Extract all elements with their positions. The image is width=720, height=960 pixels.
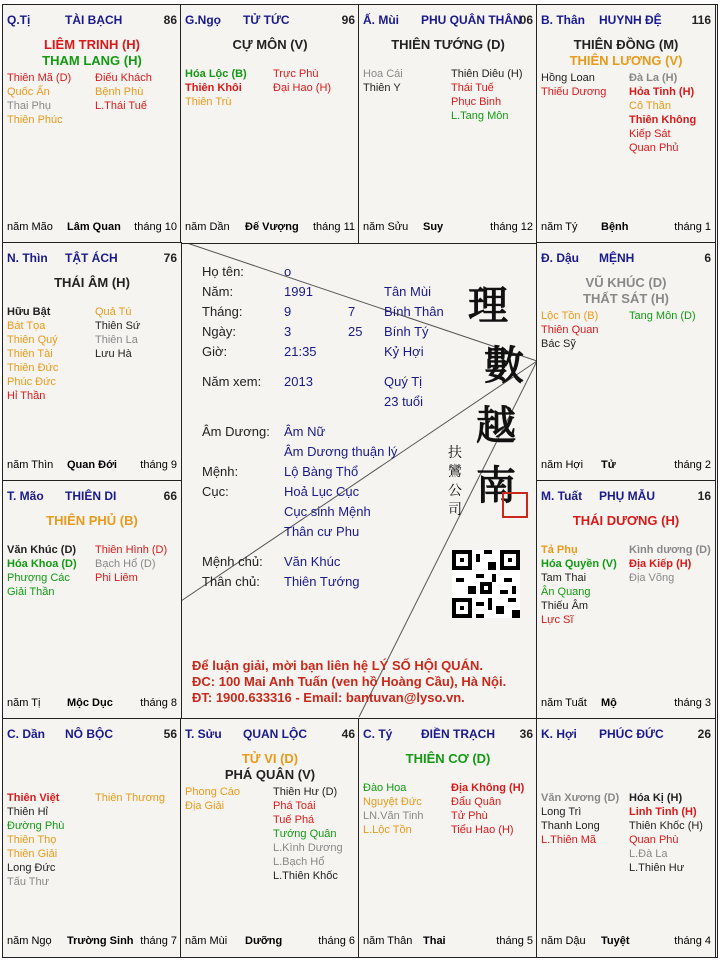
- star-item: Hóa Quyền (V): [541, 558, 617, 570]
- footer-month: tháng 5: [496, 935, 533, 947]
- palace-ti[interactable]: [2, 4, 182, 244]
- footer-year: năm Ngọ: [7, 935, 52, 947]
- star-item: Điếu Khách: [95, 72, 152, 84]
- star-item: Đà La (H): [629, 72, 678, 84]
- palace-age: 6: [704, 251, 711, 265]
- footer-month: tháng 4: [674, 935, 711, 947]
- star-list-left: [185, 67, 247, 109]
- star-item: Quan Phù: [629, 834, 679, 846]
- nam-value: 1991: [284, 284, 313, 299]
- thang-value: 9: [284, 304, 292, 319]
- palace-age: 06: [519, 13, 533, 27]
- palace-age: 56: [163, 727, 177, 741]
- calligraphy-char-4: 南: [476, 462, 516, 509]
- footer-year: năm Dần: [185, 221, 230, 233]
- star-list-left: [7, 543, 77, 599]
- star-item: Quốc Ấn: [7, 86, 50, 98]
- star-item: Trực Phù: [273, 68, 319, 80]
- cuc-sinh-menh: Cục sinh Mệnh: [284, 504, 371, 519]
- footer-year: năm Thìn: [7, 459, 54, 471]
- palace-age: 46: [341, 727, 355, 741]
- star-item: Phi Liêm: [95, 572, 138, 584]
- star-item: L.Thái Tuế: [95, 100, 147, 112]
- star-list-right: [629, 543, 711, 585]
- nam-xem-value: 2013: [284, 374, 313, 389]
- star-list-right: [95, 71, 152, 113]
- calligraphy-char-2: 數: [484, 342, 524, 389]
- ho-ten-value: o: [284, 264, 292, 279]
- star-item: Lực Sĩ: [541, 614, 574, 626]
- star-item: Bệnh Phù: [95, 86, 144, 98]
- than-chu-value: Thiên Tướng: [284, 574, 360, 589]
- star-item: L.Lộc Tồn: [363, 824, 412, 836]
- palace-age: 96: [341, 13, 355, 27]
- star-item: Tả Phụ: [541, 544, 578, 556]
- star-list-left: [7, 305, 58, 403]
- footer-year: năm Tị: [7, 697, 41, 709]
- calligraphy-char-3: 越: [476, 402, 516, 449]
- star-list-left: [541, 543, 617, 627]
- footer-stage: Đế Vượng: [245, 221, 299, 233]
- palace-tuat[interactable]: [536, 480, 716, 720]
- ngay-value: 3: [284, 324, 292, 339]
- palace-hoi[interactable]: [536, 718, 716, 958]
- palace-than[interactable]: [536, 4, 716, 244]
- palace-age: 86: [163, 13, 177, 27]
- footer-stage: Trường Sinh: [67, 935, 134, 947]
- nam-xem-can-chi: Quý Tị: [384, 374, 423, 389]
- star-item: Long Trì: [541, 806, 582, 818]
- tuoi-value: 23 tuổi: [384, 394, 424, 409]
- footer-stage: Bệnh: [601, 221, 629, 233]
- footer-month: tháng 3: [674, 697, 711, 709]
- star-item: Thiên Sứ: [95, 320, 141, 332]
- star-item: Đào Hoa: [363, 782, 407, 794]
- qr-code: [452, 550, 520, 618]
- ngay-label: Ngày:: [202, 324, 236, 339]
- palace-footer: [185, 935, 355, 949]
- ngay-am: 25: [348, 324, 363, 339]
- palace-name: QUAN LỘC: [243, 727, 307, 741]
- star-item: Thiên Không: [629, 114, 697, 126]
- palace-thin[interactable]: [2, 242, 182, 482]
- footer-month: tháng 7: [140, 935, 177, 947]
- palace-footer: [541, 697, 711, 711]
- star-item: Thiên Khôi: [185, 82, 242, 94]
- palace-header: [541, 251, 711, 267]
- footer-year: năm Hợi: [541, 459, 584, 471]
- main-star: LIÊM TRINH (H): [43, 37, 141, 52]
- star-item: Phong Cáo: [185, 786, 241, 798]
- palace-branch: T. Mão: [7, 489, 44, 503]
- star-item: Hóa Lộc (B): [185, 68, 247, 80]
- palace-name: ĐIỀN TRẠCH: [421, 727, 495, 741]
- star-item: Quan Phủ: [629, 142, 679, 154]
- star-list-right: [95, 305, 140, 361]
- footer-year: năm Tý: [541, 221, 578, 233]
- star-item: Tướng Quân: [273, 828, 337, 840]
- palace-mui[interactable]: [358, 4, 538, 244]
- footer-month: tháng 6: [318, 935, 355, 947]
- main-star: THIÊN PHỦ (B): [46, 513, 138, 528]
- footer-year: năm Thân: [363, 935, 413, 947]
- palace-name: TÀI BẠCH: [65, 13, 123, 27]
- footer-stage: Mộ: [601, 697, 617, 709]
- footer-stage: Quan Đới: [67, 459, 117, 471]
- palace-header: [7, 727, 177, 743]
- star-item: Cô Thần: [629, 100, 671, 112]
- palace-header: [7, 251, 177, 267]
- star-item: L.Thiên Hư: [629, 862, 685, 874]
- star-item: Tử Phù: [451, 810, 488, 822]
- than-cu: Thân cư Phu: [284, 524, 360, 539]
- star-item: Kiếp Sát: [629, 128, 671, 140]
- footer-year: năm Dậu: [541, 935, 586, 947]
- star-list-left: [185, 785, 240, 813]
- palace-branch: B. Thân: [541, 13, 585, 27]
- star-item: Hóa Kị (H): [629, 792, 683, 804]
- palace-name: HUYNH ĐỆ: [599, 13, 662, 27]
- footer-month: tháng 12: [490, 221, 533, 233]
- palace-branch: C. Dần: [7, 727, 46, 741]
- main-star: THIÊN ĐỒNG (M): [573, 37, 679, 52]
- star-item: Thai Phụ: [7, 100, 52, 112]
- menh-label: Mệnh:: [202, 464, 239, 479]
- star-item: Thiên Mã (D): [7, 72, 72, 84]
- star-item: Thiên Hư (D): [273, 786, 338, 798]
- star-item: Ân Quang: [541, 586, 591, 598]
- star-list-right: [629, 71, 696, 155]
- palace-footer: [7, 697, 177, 711]
- star-item: L.Tang Môn: [451, 110, 509, 122]
- star-item: Thiên Quý: [7, 334, 58, 346]
- star-list-right: [273, 785, 343, 883]
- cuc-label: Cục:: [202, 484, 229, 499]
- am-duong-label: Âm Dương:: [202, 424, 270, 439]
- star-list-right: [451, 67, 523, 123]
- menh-chu-value: Văn Khúc: [284, 554, 341, 569]
- star-list-left: [363, 781, 424, 837]
- gio-value: 21:35: [284, 344, 317, 359]
- palace-ngo[interactable]: [180, 4, 360, 244]
- footer-stage: Lâm Quan: [67, 221, 121, 233]
- palace-name: MỆNH: [599, 251, 635, 265]
- star-list-left: [541, 791, 619, 847]
- ho-ten-label: Họ tên:: [202, 264, 244, 279]
- than-chu-label: Thân chủ:: [202, 574, 260, 589]
- palace-header: [541, 13, 711, 29]
- palace-suu[interactable]: [180, 718, 360, 958]
- star-item: Thiên Trù: [185, 96, 232, 108]
- thang-label: Tháng:: [202, 304, 243, 319]
- red-seal-stamp: [502, 492, 528, 518]
- palace-name: PHÚC ĐỨC: [599, 727, 664, 741]
- contact-line-3: ĐT: 1900.633316 - Email: bantuvan@lyso.vn.: [192, 690, 465, 705]
- thang-can-chi: Bính Thân: [384, 304, 444, 319]
- star-list-left: [7, 71, 71, 127]
- cuc-value: Hoả Lục Cục: [284, 484, 360, 499]
- star-item: Thiên Hỉ: [7, 806, 48, 818]
- star-item: Lộc Tồn (B): [541, 310, 599, 322]
- main-star: THIÊN LƯƠNG (V): [569, 53, 683, 68]
- gio-can-chi: Kỷ Hợi: [384, 344, 424, 359]
- palace-age: 116: [691, 13, 711, 27]
- star-item: Bạch Hổ (D): [95, 558, 156, 570]
- palace-name: TỬ TỨC: [243, 13, 290, 27]
- star-item: Thiên Thọ: [7, 834, 57, 846]
- main-star: TỬ VI (D): [241, 751, 299, 766]
- footer-stage: Thai: [423, 935, 446, 947]
- palace-ty[interactable]: [358, 718, 538, 958]
- star-list-right: [629, 309, 696, 323]
- main-star: VŨ KHÚC (D): [585, 275, 667, 290]
- star-item: Đại Hao (H): [273, 82, 332, 94]
- palace-age: 16: [697, 489, 711, 503]
- palace-age: 76: [163, 251, 177, 265]
- footer-stage: Mộc Dục: [67, 697, 113, 709]
- footer-month: tháng 10: [134, 221, 177, 233]
- star-item: Phúc Đức: [7, 376, 56, 388]
- main-star: THÁI ÂM (H): [54, 275, 130, 290]
- star-item: LN.Văn Tinh: [363, 810, 424, 822]
- nam-label: Năm:: [202, 284, 234, 299]
- am-duong-ly: Âm Dương thuận lý: [284, 444, 398, 459]
- palace-branch: G.Ngọ: [185, 13, 221, 27]
- palace-branch: C. Tý: [363, 727, 393, 741]
- palace-header: [7, 13, 177, 29]
- palace-branch: Đ. Dậu: [541, 251, 580, 265]
- star-item: Kình dương (D): [629, 544, 711, 556]
- star-item: Hữu Bật: [7, 306, 51, 318]
- star-item: L.Thiên Khốc: [273, 870, 338, 882]
- ngay-can-chi: Bính Tý: [384, 324, 429, 339]
- star-item: Lưu Hà: [95, 348, 132, 360]
- star-item: Linh Tinh (H): [629, 806, 697, 818]
- menh-value: Lộ Bàng Thổ: [284, 464, 359, 479]
- palace-header: [541, 489, 711, 505]
- footer-stage: Suy: [423, 221, 444, 233]
- star-item: Thiên Giải: [7, 848, 58, 860]
- am-duong-value: Âm Nữ: [284, 424, 326, 439]
- footer-year: năm Mão: [7, 221, 53, 233]
- star-item: Tiểu Hao (H): [451, 824, 514, 836]
- star-item: L.Bạch Hổ: [273, 856, 325, 868]
- star-item: Phục Binh: [451, 96, 502, 108]
- star-list-right: [629, 791, 703, 875]
- star-item: Tang Môn (D): [629, 310, 696, 322]
- palace-age: 36: [519, 727, 533, 741]
- small-calligraphy: 扶鸞公司: [448, 445, 462, 518]
- palace-branch: K. Hợi: [541, 727, 577, 741]
- star-item: Hóa Khoa (D): [7, 558, 77, 570]
- star-list-right: [95, 543, 167, 585]
- star-item: Thiên Đức: [7, 362, 59, 374]
- star-item: Tuế Phá: [273, 814, 315, 826]
- footer-month: tháng 9: [140, 459, 177, 471]
- star-item: Đẩu Quân: [451, 796, 502, 808]
- contact-line-2: ĐC: 100 Mai Anh Tuấn (ven hồ Hoàng Cầu), Hà Nội.: [192, 674, 507, 689]
- star-item: Hỉ Thần: [7, 390, 46, 402]
- star-item: Thiên Hình (D): [95, 544, 168, 556]
- palace-dan[interactable]: [2, 718, 182, 958]
- star-item: Long Đức: [7, 862, 56, 874]
- palace-branch: T. Sửu: [185, 727, 222, 741]
- palace-branch: N. Thìn: [7, 251, 48, 265]
- star-item: Văn Khúc (D): [7, 544, 77, 556]
- menh-chu-label: Mệnh chủ:: [202, 554, 263, 569]
- palace-header: [185, 13, 355, 29]
- star-item: L.Thiên Mã: [541, 834, 597, 846]
- star-item: Tam Thai: [541, 572, 587, 584]
- star-item: Thiên Y: [363, 82, 401, 94]
- palace-header: [363, 13, 533, 29]
- calligraphy-char-1: 理: [468, 282, 508, 329]
- star-item: Quả Tú: [95, 306, 132, 318]
- palace-age: 26: [697, 727, 711, 741]
- nam-can-chi: Tân Mùi: [384, 284, 431, 299]
- star-item: Địa Kiếp (H): [629, 558, 692, 570]
- center-info-panel: [180, 238, 536, 714]
- star-item: Thiên Phúc: [7, 114, 63, 126]
- star-item: Địa Võng: [629, 572, 675, 584]
- star-item: Đường Phù: [7, 820, 65, 832]
- palace-mao[interactable]: [2, 480, 182, 720]
- main-star: THÁI DƯƠNG (H): [572, 513, 680, 528]
- palace-footer: [541, 459, 711, 473]
- star-item: Hỏa Tinh (H): [629, 86, 695, 98]
- footer-year: năm Tuất: [541, 697, 587, 709]
- main-star: THAM LANG (H): [42, 53, 142, 68]
- main-star: THIÊN TƯỚNG (D): [391, 37, 505, 52]
- star-list-right: [451, 781, 524, 837]
- footer-month: tháng 2: [674, 459, 711, 471]
- star-item: L.Kình Dương: [273, 842, 343, 854]
- footer-stage: Dưỡng: [245, 935, 283, 947]
- palace-footer: [363, 935, 533, 949]
- star-item: Phá Toái: [273, 800, 316, 812]
- palace-header: [7, 489, 177, 505]
- palace-footer: [7, 221, 177, 235]
- star-item: Thiên Quan: [541, 324, 599, 336]
- star-item: Thái Tuế: [451, 82, 494, 94]
- footer-month: tháng 8: [140, 697, 177, 709]
- palace-branch: Ấ. Mùi: [363, 13, 399, 27]
- palace-name: THIÊN DI: [65, 489, 117, 503]
- nam-xem-label: Năm xem:: [202, 374, 262, 389]
- star-list-left: [363, 67, 403, 95]
- star-item: Giải Thần: [7, 586, 55, 598]
- main-star: THIÊN CƠ (D): [405, 751, 491, 766]
- star-item: Địa Giải: [185, 800, 225, 812]
- palace-header: [363, 727, 533, 743]
- star-item: Hồng Loan: [541, 72, 595, 84]
- palace-dau[interactable]: [536, 242, 716, 482]
- star-item: Thiên Thương: [95, 792, 166, 804]
- star-item: Địa Không (H): [451, 782, 525, 794]
- star-item: Thiên Tài: [7, 348, 53, 360]
- palace-footer: [541, 935, 711, 949]
- footer-month: tháng 1: [674, 221, 711, 233]
- palace-branch: Q.Tị: [7, 13, 31, 27]
- main-star: PHÁ QUÂN (V): [224, 767, 316, 782]
- palace-age: 66: [163, 489, 177, 503]
- palace-header: [541, 727, 711, 743]
- star-item: Thiên Diêu (H): [451, 68, 523, 80]
- star-item: Tấu Thư: [7, 876, 50, 888]
- main-star: CỰ MÔN (V): [232, 37, 308, 52]
- thang-am: 7: [348, 304, 356, 319]
- palace-footer: [185, 221, 355, 235]
- star-item: Bác Sỹ: [541, 338, 576, 350]
- star-item: L.Đà La: [629, 848, 668, 860]
- star-list-right: [95, 791, 165, 805]
- star-item: Thiên La: [95, 334, 138, 346]
- star-item: Thiếu Dương: [541, 86, 607, 98]
- palace-footer: [7, 935, 177, 949]
- palace-name: NÔ BỘC: [65, 727, 113, 741]
- footer-stage: Tuyệt: [601, 935, 630, 947]
- footer-month: tháng 11: [312, 221, 355, 233]
- palace-footer: [7, 459, 177, 473]
- star-list-left: [541, 71, 606, 99]
- star-item: Thiên Khốc (H): [629, 820, 703, 832]
- footer-year: năm Mùi: [185, 935, 228, 947]
- palace-name: PHỤ MẪU: [599, 489, 655, 503]
- palace-name: TẬT ÁCH: [65, 251, 118, 265]
- star-list-left: [541, 309, 598, 351]
- star-list-left: [7, 791, 64, 889]
- star-item: Phượng Các: [7, 572, 70, 584]
- star-item: Thiếu Âm: [541, 600, 589, 612]
- star-list-right: [273, 67, 331, 95]
- contact-line-1: Để luận giải, mời bạn liên hệ LÝ SỐ HỘI QUÁN.: [192, 658, 483, 673]
- main-star: THẤT SÁT (H): [583, 291, 669, 306]
- palace-branch: M. Tuất: [541, 489, 583, 503]
- footer-stage: Tử: [601, 459, 616, 471]
- star-item: Bát Tọa: [7, 320, 46, 332]
- palace-header: [185, 727, 355, 743]
- star-item: Nguyệt Đức: [363, 796, 422, 808]
- palace-footer: [541, 221, 711, 235]
- star-item: Hoa Cái: [363, 68, 403, 80]
- star-item: Thanh Long: [541, 820, 600, 832]
- star-item: Thiên Việt: [7, 792, 60, 804]
- footer-year: năm Sửu: [363, 221, 409, 233]
- palace-footer: [363, 221, 533, 235]
- star-item: Văn Xương (D): [541, 792, 620, 804]
- gio-label: Giờ:: [202, 344, 228, 359]
- palace-name: PHU QUÂN THÂN: [421, 13, 522, 27]
